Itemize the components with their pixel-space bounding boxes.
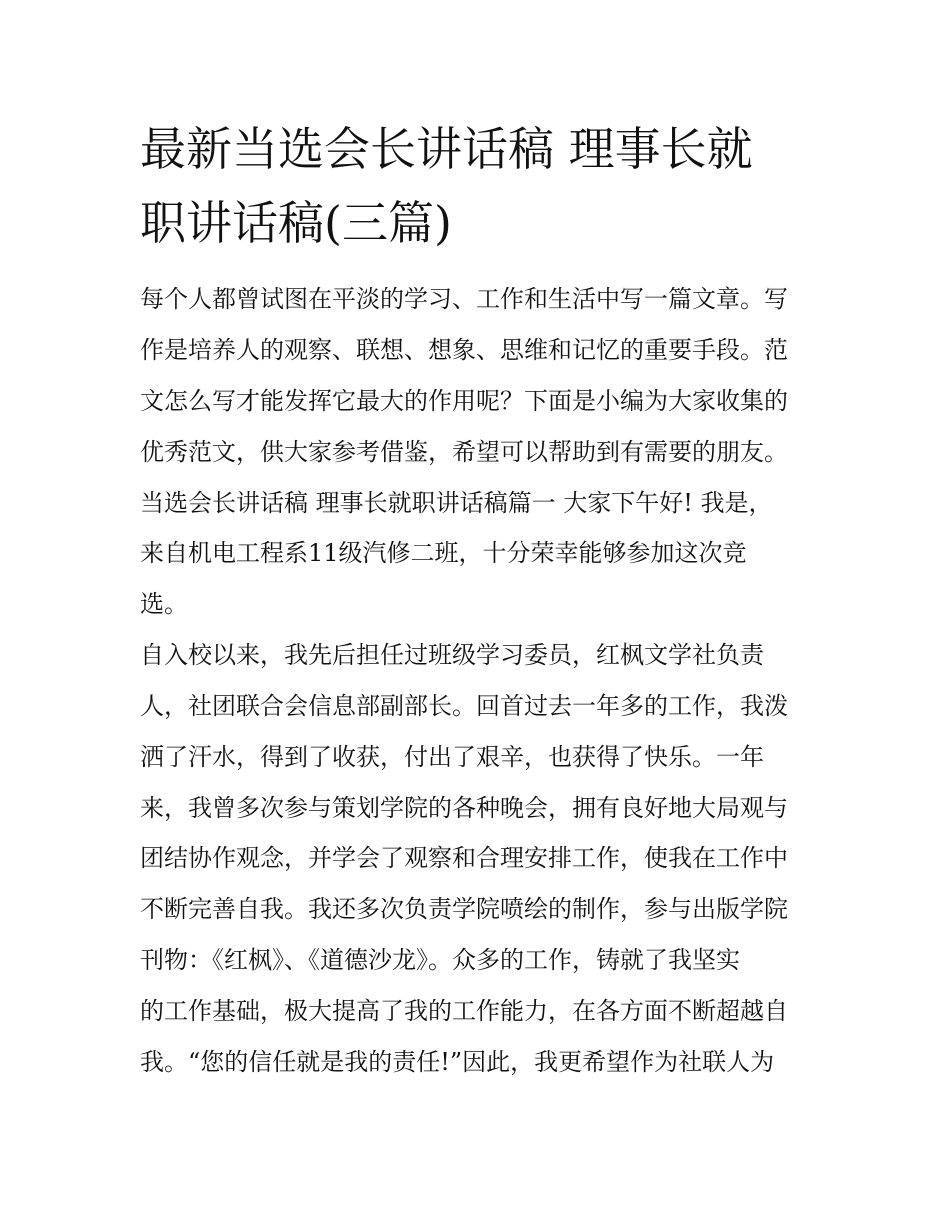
body-line: 我。“您的信任就是我的责任!”因此，我更希望作为社联人为 [140, 1048, 775, 1076]
document-title [140, 112, 820, 260]
body-line: 团结协作观念，并学会了观察和合理安排工作，使我在工作中 [140, 844, 788, 872]
body-line: 不断完善自我。我还多次负责学院喷绘的制作，参与出版学院 [140, 895, 788, 923]
body-line: 自入校以来，我先后担任过班级学习委员，红枫文学社负责 [140, 641, 764, 669]
body-line: 每个人都曾试图在平淡的学习、工作和生活中写一篇文章。写 [140, 285, 788, 313]
body-line: 的工作基础，极大提高了我的工作能力，在各方面不断超越自 [140, 997, 788, 1025]
body-line: 优秀范文，供大家参考借鉴，希望可以帮助到有需要的朋友。 [140, 438, 788, 466]
body-line: 来，我曾多次参与策划学院的各种晚会，拥有良好地大局观与 [140, 794, 788, 822]
body-line: 选。 [140, 590, 188, 618]
body-line: 刊物：《红枫》、《道德沙龙》。众多的工作，铸就了我坚实 [140, 946, 740, 974]
body-line: 人，社团联合会信息部副部长。回首过去一年多的工作，我泼 [140, 692, 788, 720]
title-line-2: 职讲话稿(三篇) [140, 196, 452, 250]
title-line-1: 最新当选会长讲话稿 理事长就 [140, 122, 753, 176]
body-line: 来自机电工程系11级汽修二班，十分荣幸能够参加这次竞 [140, 539, 747, 567]
body-line: 文怎么写才能发挥它最大的作用呢？下面是小编为大家收集的 [140, 387, 788, 415]
body-line: 当选会长讲话稿 理事长就职讲话稿篇一 大家下午好! 我是， [140, 489, 773, 517]
body-line: 洒了汗水，得到了收获，付出了艰辛，也获得了快乐。一年 [140, 743, 764, 771]
body-line: 作是培养人的观察、联想、想象、思维和记忆的重要手段。范 [140, 336, 788, 364]
